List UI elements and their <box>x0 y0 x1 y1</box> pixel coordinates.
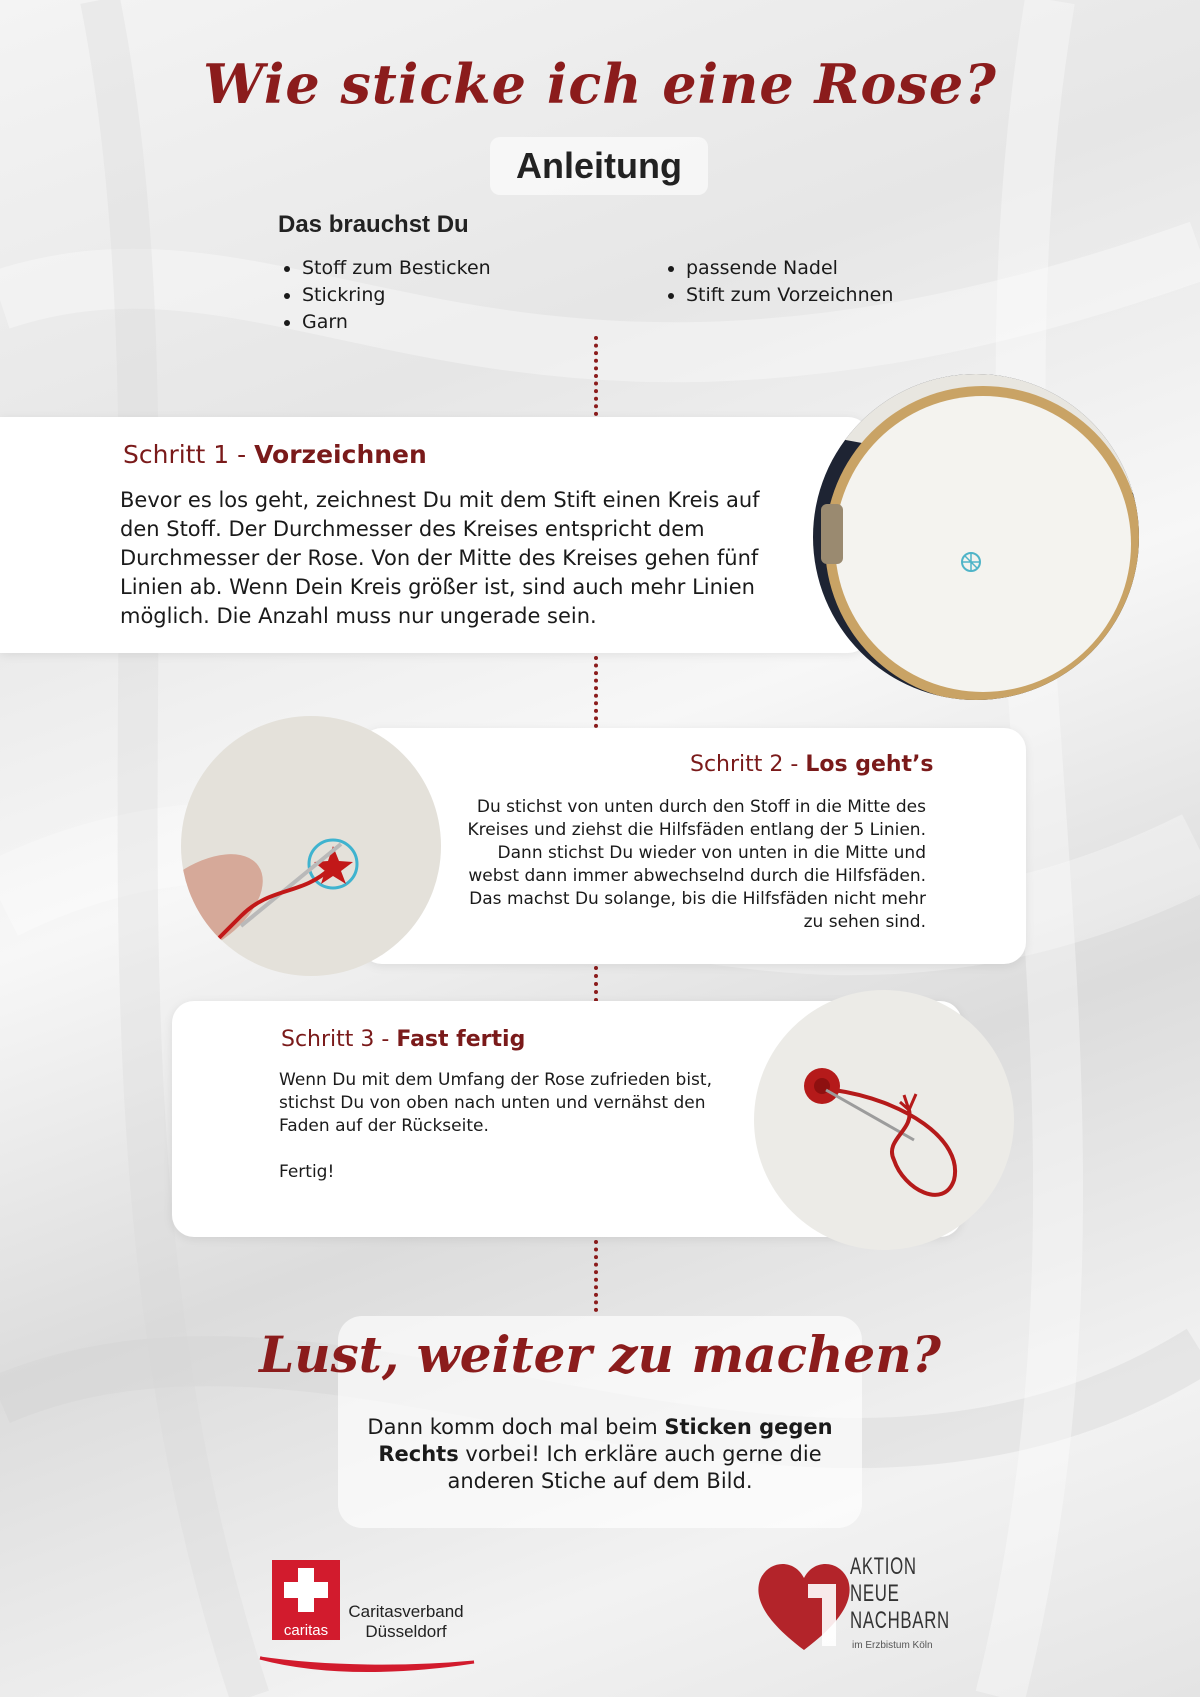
step-1-photo <box>813 374 1139 700</box>
list-item: • Stift zum Vorzeichnen <box>686 282 893 309</box>
connector-dots <box>594 966 602 1002</box>
needs-heading: Das brauchst Du <box>278 211 469 238</box>
step-2-photo <box>181 716 441 976</box>
connector-dots <box>594 1240 602 1312</box>
step-1-text: Bevor es los geht, zeichnest Du mit dem Stift einen Kreis auf den Stoff. Der Durchmesser des Kreises entspricht dem Durchmesser der Rose. Von der Mitte des Kreises gehen fünf Linien ab. Wenn Dein Kreis größer ist, sind auch mehr Linien möglich. Die Anzahl muss nur ungerade sein. <box>120 488 760 628</box>
list-item: • Garn <box>302 309 491 336</box>
subtitle: Anleitung <box>516 145 682 186</box>
aktion-neue-nachbarn-logo <box>754 1554 964 1674</box>
aktion-line-1: AKTION <box>850 1553 917 1580</box>
step-3-done: Fertig! <box>279 1162 335 1182</box>
connector-dots <box>594 656 602 728</box>
step-2-title: Schritt 2 - Los geht’s <box>690 752 934 777</box>
step-2-text: Du stichst von unten durch den Stoff in die Mitte des Kreises und ziehst die Hilfsfäden entlang der 5 Linien. Dann stichst Du wieder von unten in die Mitte und webst dann immer abwechselnd durch die Hilfsfäden. Das machst Du solange, bis die Hilfsfäden nicht mehr zu sehen sind. <box>467 797 926 932</box>
cta-title: Lust, weiter zu machen? <box>259 1325 941 1384</box>
aktion-line-2: NEUE <box>850 1580 900 1607</box>
cta-text: Dann komm doch mal beim Sticken gegen Rechts vorbei! Ich erkläre auch gerne die anderen Stiche auf dem Bild. <box>367 1415 833 1493</box>
connector-dots <box>594 336 602 416</box>
step-3-text: Wenn Du mit dem Umfang der Rose zufrieden bist, stichst Du von oben nach unten und vernähst den Faden auf der Rückseite. <box>279 1070 712 1136</box>
caritas-swoosh-icon <box>258 1646 478 1676</box>
step-1-title: Schritt 1 - Vorzeichnen <box>123 440 427 469</box>
list-item: • Stoff zum Besticken <box>302 255 491 282</box>
page-title: Wie sticke ich eine Rose? <box>203 52 997 116</box>
needs-list-right <box>662 255 893 309</box>
caritas-name-2: Düsseldorf <box>365 1622 447 1641</box>
list-item: • passende Nadel <box>686 255 893 282</box>
step-3-title: Schritt 3 - Fast fertig <box>281 1027 526 1052</box>
list-item: • Stickring <box>302 282 491 309</box>
needs-list-left <box>278 255 491 336</box>
aktion-line-3: NACHBARN <box>850 1607 950 1634</box>
step-3-photo <box>754 990 1014 1250</box>
caritas-name-1: Caritasverband <box>348 1602 464 1621</box>
subtitle-box <box>490 137 708 195</box>
heart-icon <box>754 1558 854 1654</box>
caritas-mark: caritas <box>283 1622 329 1639</box>
aktion-sub: im Erzbistum Köln <box>852 1640 933 1651</box>
caritas-logo <box>258 1560 478 1680</box>
